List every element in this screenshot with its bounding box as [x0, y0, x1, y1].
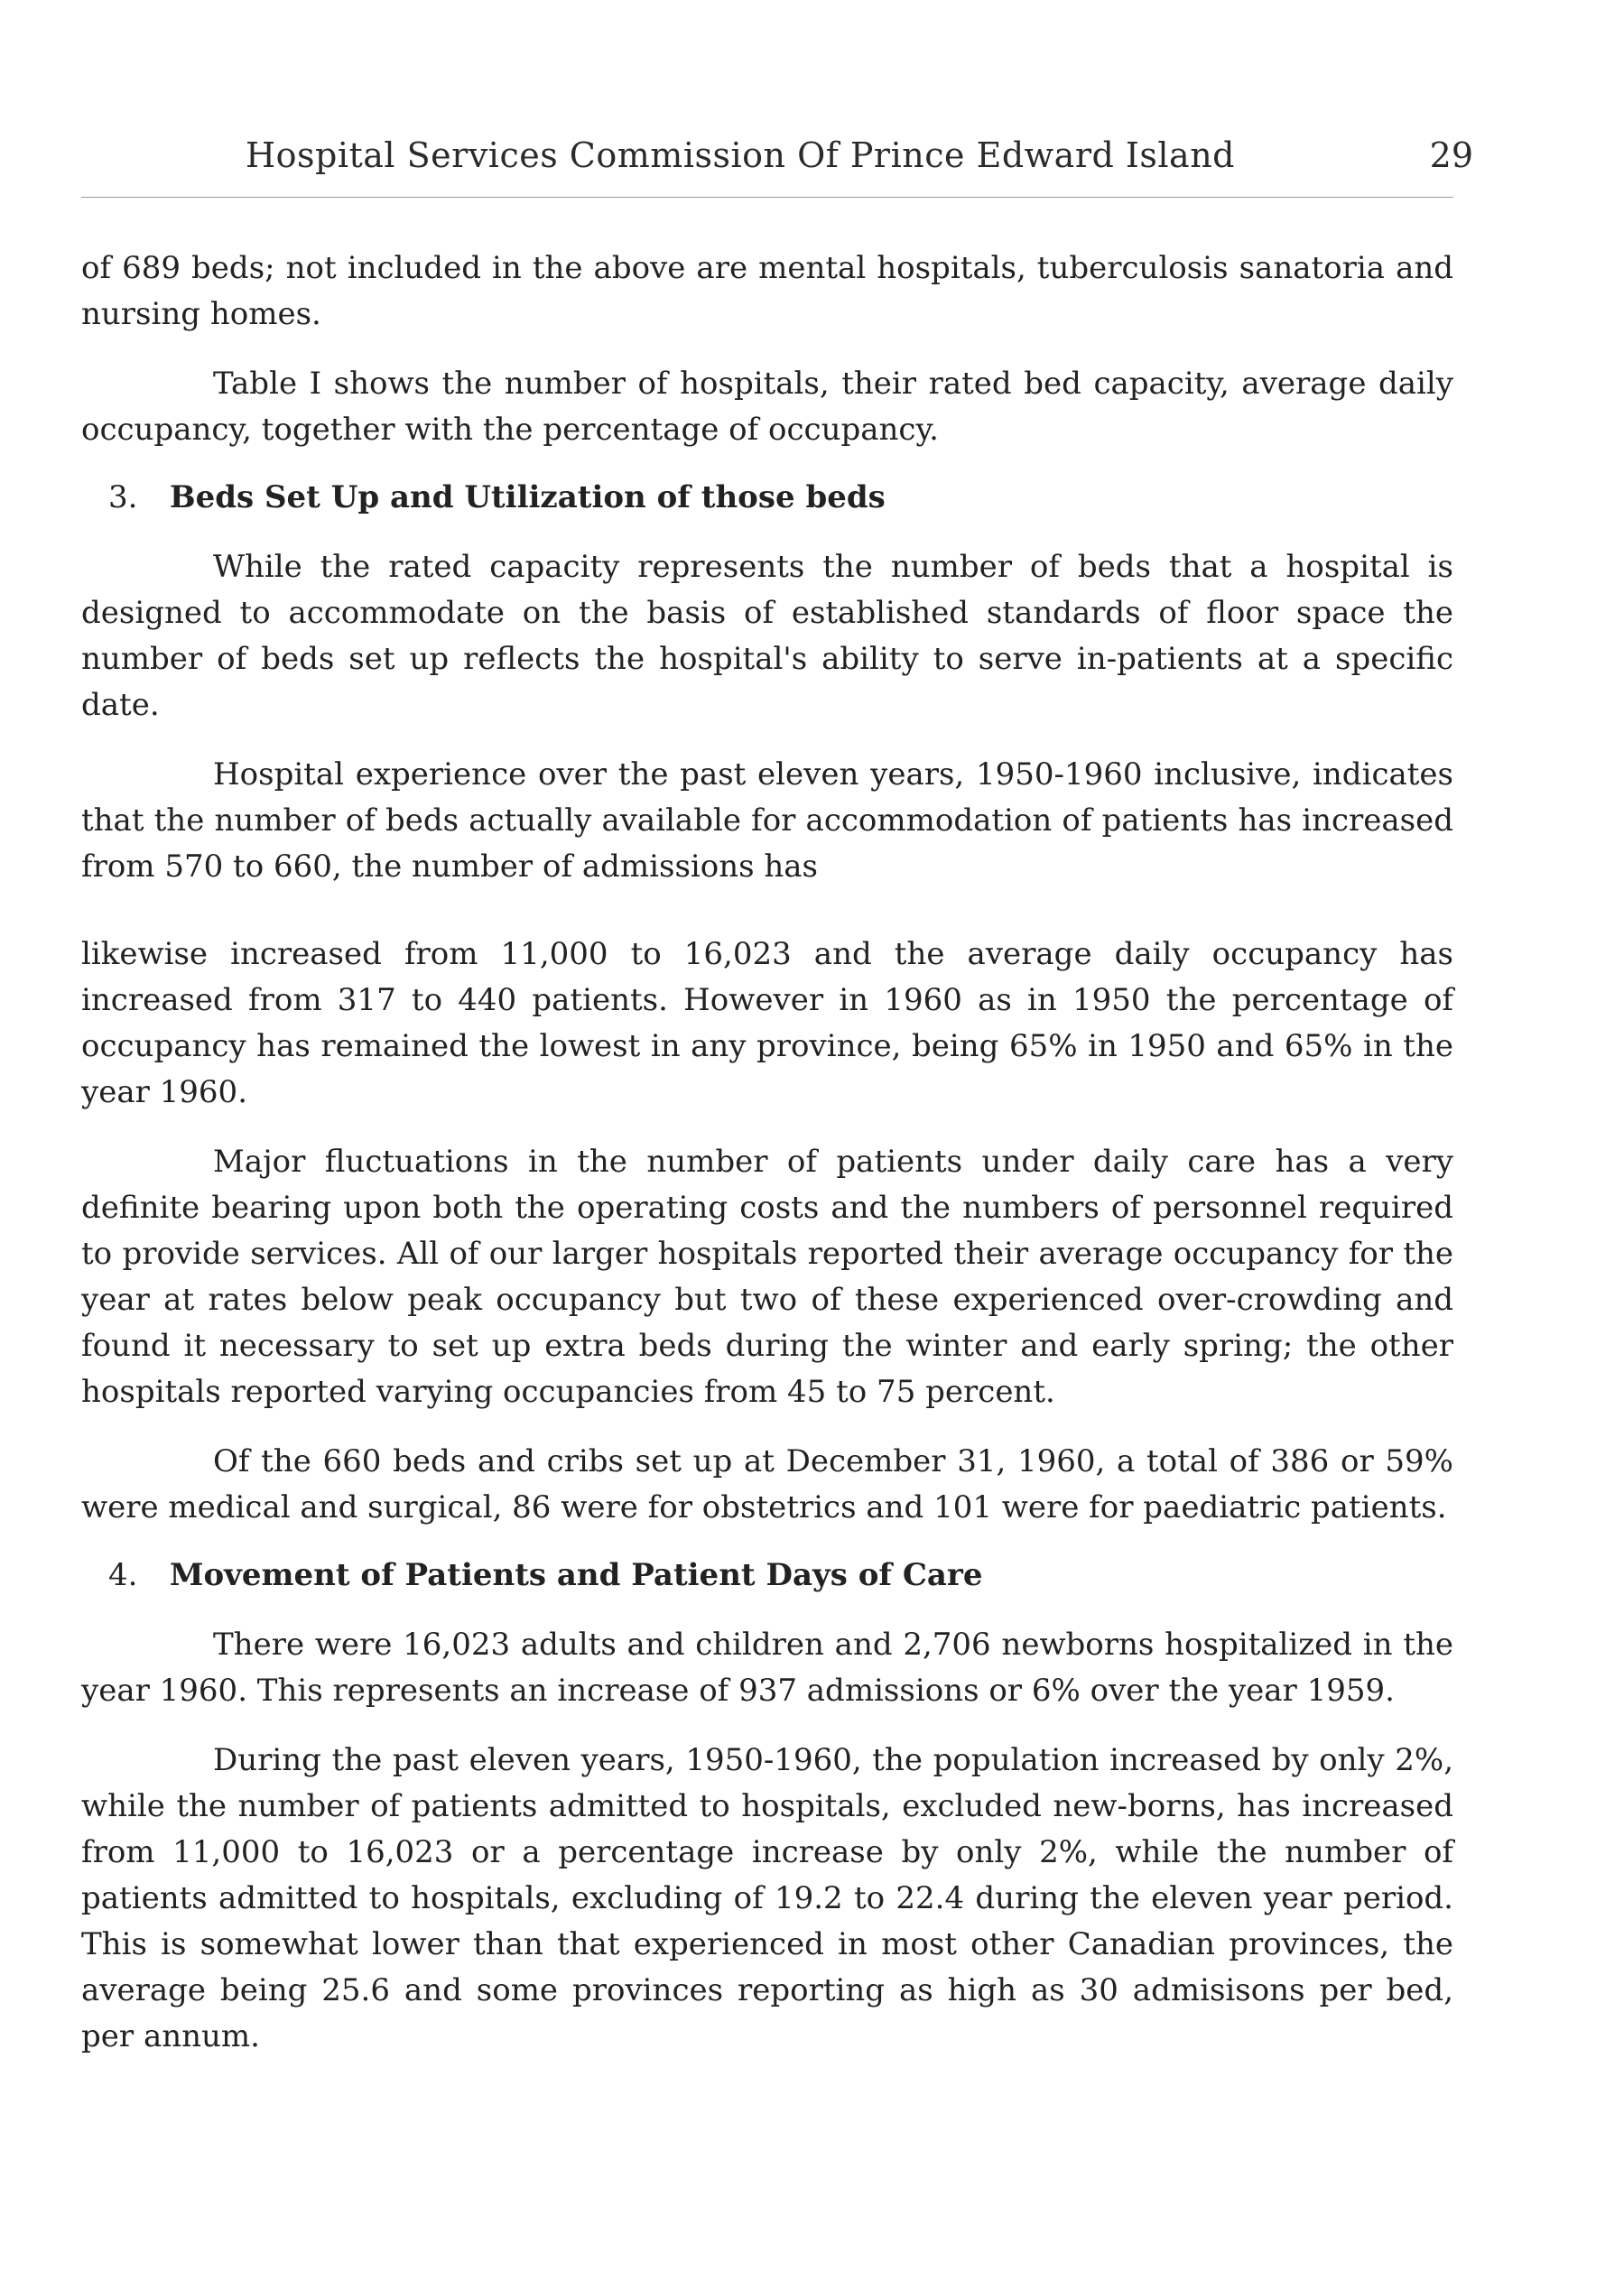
paragraph-continued: of 689 beds; not included in the above are mental hospitals, tuberculosis sanatoria and nursing homes. — [81, 250, 1453, 332]
section-title: Movement of Patients and Patient Days of Care — [169, 1557, 983, 1593]
section-number: 3. — [108, 479, 138, 515]
paragraph-occupancy: likewise increased from 11,000 to 16,023 and the average daily occupancy has increased from 317 to 440 patients. However in 1960 as in 1950 the percentage of occupancy has remained the lowest in any province, being 65% in 1950 and 65% in the year 1960. — [81, 936, 1453, 1110]
section-heading-3 — [81, 475, 1453, 521]
paragraph-population: During the past eleven years, 1950-1960, the population increased by only 2%, while the number of patients admitted to hospitals, excluded new-borns, has increased from 11,000 to 16,023 or a percentage increase by only 2%, while the number of patients admitted to hospitals, excluding of 19.2 to 22.4 during the eleven year period. This is somewhat lower than that experienced in most other Canadian provinces, the average being 25.6 and some provinces reporting as high as 30 admisisons per bed, per annum. — [81, 1742, 1453, 2054]
page-number: 29 — [1429, 135, 1473, 175]
running-header — [246, 135, 1473, 190]
paragraph-rated-capacity: While the rated capacity represents the number of beds that a hospital is designed to accommodate on the basis of established standards of floor space the number of beds set up reflects the hospital's ability to serve in-patients at a specific date. — [81, 549, 1453, 723]
section-number: 4. — [108, 1557, 138, 1593]
header-title: Hospital Services Commission Of Prince Edward Island — [246, 135, 1236, 175]
section-heading-4 — [81, 1553, 1453, 1599]
body-text — [81, 246, 1453, 2060]
paragraph-fluctuations: Major fluctuations in the number of patients under daily care has a very definite bearing upon both the operating costs and the numbers of personnel required to provide services. All of our larger hospitals reported their average occupancy for the year at rates below peak occupancy but two of these experienced over-crowding and found it necessary to set up extra beds during the winter and early spring; the other hospitals reported varying occupancies from 45 to 75 percent. — [81, 1144, 1453, 1410]
section-title: Beds Set Up and Utilization of those beds — [169, 479, 886, 515]
paragraph-hospital-experience: Hospital experience over the past eleven years, 1950-1960 inclusive, indicates that the number of beds actually available for accommodation of patients has increased from 570 to 660, the number of admissions has — [81, 756, 1453, 885]
header-rule — [81, 197, 1453, 198]
paragraph-admissions: There were 16,023 adults and children and 2,706 newborns hospitalized in the year 1960. This represents an increase of 937 admissions or 6% over the year 1959. — [81, 1627, 1453, 1709]
paragraph-beds-and-cribs: Of the 660 beds and cribs set up at December 31, 1960, a total of 386 or 59% were medical and surgical, 86 were for obstetrics and 101 were for paediatric patients. — [81, 1443, 1453, 1525]
paragraph-table-reference: Table I shows the number of hospitals, their rated bed capacity, average daily occupancy, together with the percentage of occupancy. — [81, 366, 1453, 448]
